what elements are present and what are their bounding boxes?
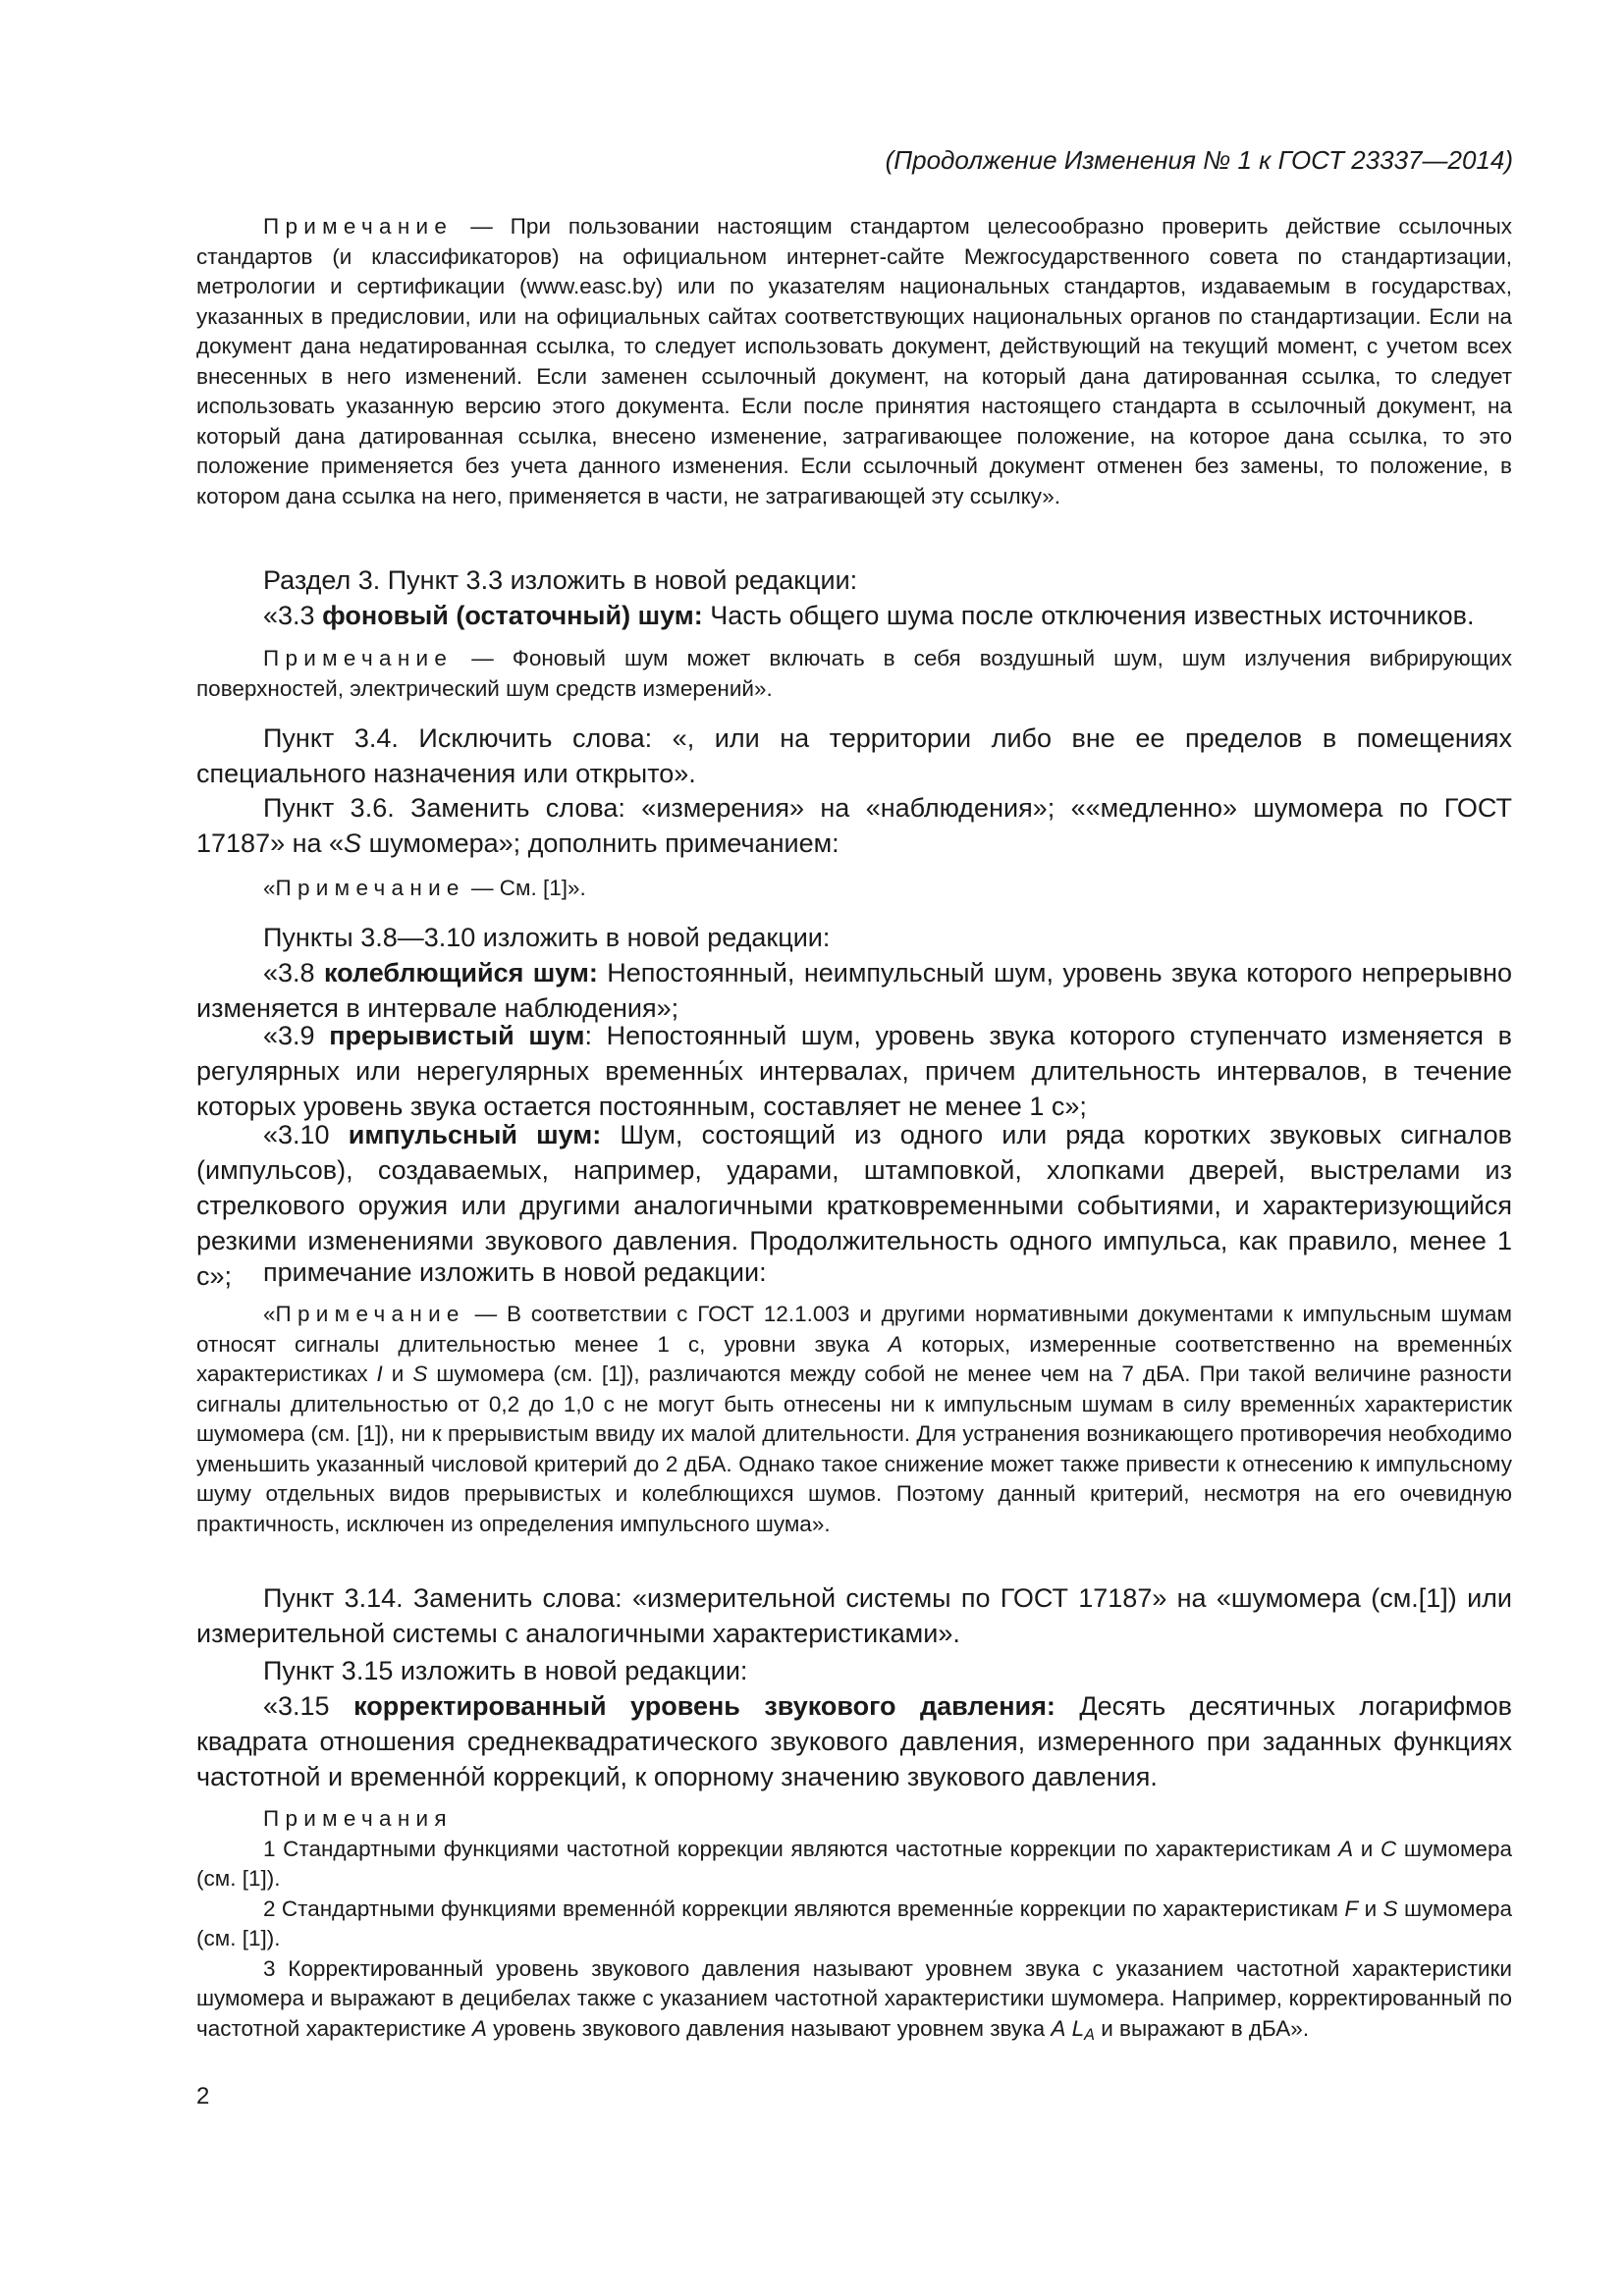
note-3-3 xyxy=(196,644,1512,704)
note-3 xyxy=(196,1954,1512,2051)
definition: : Непостоянный шум, уровень звука которого ступенчато изменяется в регулярных или нерегулярных временны́х интервалах, причем длительность интервалов, в течение которых уровень звука остается постоянным, составляет не менее 1 с»; xyxy=(196,1021,1512,1121)
definition: Десять десятичных логарифмов квадрата отношения среднеквадратического звукового давления, измеренного при заданных функциях частотной и временно́й коррекций, к опорному значению звукового давления. xyxy=(196,1691,1512,1791)
text: и xyxy=(1353,1836,1381,1861)
items-3-8-3-10-intro: Пункты 3.8—3.10 изложить в новой редакции: xyxy=(263,923,831,952)
symbol-c: C xyxy=(1380,1836,1397,1861)
item-3-8 xyxy=(196,955,1512,1026)
symbol-l: L xyxy=(1071,2015,1085,2041)
symbol-s: S xyxy=(1382,1896,1398,1921)
text: шумомера»; дополнить примечанием: xyxy=(361,828,839,858)
text: 3 Корректированный уровень звукового давления называют уровнем звука с указанием частотной характеристики шумомера и выражают в децибелах также с указанием частотной характеристики шумомера. Например, корректированный по частотной характеристике xyxy=(196,1955,1512,2041)
note-text: — См. [1]». xyxy=(464,876,586,900)
note-label: Примечание xyxy=(263,214,454,239)
note-3-6 xyxy=(196,874,1512,904)
symbol-s: S xyxy=(344,828,362,858)
item-3-15 xyxy=(196,1688,1512,1794)
symbol-i: I xyxy=(376,1362,383,1386)
text: — В соответствии с ГОСТ 12.1.003 и другими нормативными документами к импульсным шумам относят сигналы длительностью менее 1 с, уровни звука xyxy=(196,1302,1512,1357)
continuation-header: (Продолжение Изменения № 1 к ГОСТ 23337—2014) xyxy=(885,145,1513,175)
note-text: — При пользовании настоящим стандартом целесообразно проверить действие ссылочных стандартов (и классификаторов) на официальном интернет-сайте Межгосударственного совета по стандартизации, метрологии и сертификации (www.easc.by) или по указателям национальных стандартов, издаваемым в государствах, указанных в предисловии, или на официальных сайтах соответствующих национальных органов по стандартизации. Если на документ дана недатированная ссылка, то следует использовать документ, действующий на текущий момент, с учетом всех внесенных в него изменений. Если заменен ссылочный документ, на который дана датированная ссылка, то следует использовать указанную версию этого документа. Если после принятия настоящего стандарта в ссылочный документ, на который дана датированная ссылка, внесено изменение, затрагивающее положение, на которое дана ссылка, то это положение применяется без учета данного изменения. Если ссылочный документ отменен без замены, то положение, в котором дана ссылка на него, применяется в части, не затрагивающей эту ссылку». xyxy=(196,214,1512,508)
item-3-9 xyxy=(196,1018,1512,1124)
definition: Часть общего шума после отключения известных источников. xyxy=(702,601,1475,630)
text: уровень звукового давления называют уровнем звука xyxy=(486,2015,1052,2041)
symbol-a: A xyxy=(471,2015,487,2041)
notes-heading xyxy=(196,1804,1512,1835)
note-label: Примечание xyxy=(275,1302,465,1326)
note-3-10 xyxy=(196,1300,1512,1539)
subscript-a: A xyxy=(1084,2025,1095,2044)
note-label: Примечание xyxy=(275,876,465,900)
text: и xyxy=(382,1362,413,1386)
note-1 xyxy=(196,1835,1512,1895)
note-2 xyxy=(196,1895,1512,1954)
page-number: 2 xyxy=(196,2083,210,2109)
item-3-15-intro: Пункт 3.15 изложить в новой редакции: xyxy=(263,1656,748,1685)
text: Пункт 3.6. Заменить слова: «измерения» на «наблюдения»; ««медленно» шумомера по ГОСТ 17187» на « xyxy=(196,793,1512,858)
notes-3-15 xyxy=(196,1804,1512,2050)
term: прерывистый шум xyxy=(329,1021,585,1050)
text: и выражают в дБА». xyxy=(1094,2015,1310,2041)
note-label: Примечание xyxy=(263,646,454,670)
symbol-s: S xyxy=(412,1362,428,1386)
text: 1 Стандартными функциями частотной коррекции являются частотные коррекции по характеристикам xyxy=(263,1836,1339,1861)
item-number: «3.9 xyxy=(263,1021,330,1050)
item-number: «3.8 xyxy=(263,958,324,988)
quote: « xyxy=(263,876,276,900)
section3-intro: Раздел 3. Пункт 3.3 изложить в новой редакции: xyxy=(263,565,858,595)
item-number: «3.3 xyxy=(263,601,323,630)
item-number: «3.15 xyxy=(263,1691,354,1721)
term: колеблющийся шум: xyxy=(323,958,598,988)
symbol-a: A xyxy=(888,1331,903,1357)
text: 2 Стандартными функциями временно́й коррекции являются временны́е коррекции по характеристикам xyxy=(263,1896,1345,1921)
definition: Непостоянный, неимпульсный шум, уровень звука которого непрерывно изменяется в интервале наблюдения»; xyxy=(196,958,1513,1023)
term: корректированный уровень звукового давления: xyxy=(353,1691,1056,1721)
text: шумомера (см. [1]). xyxy=(196,1896,1512,1950)
symbol-a: A xyxy=(1338,1836,1354,1861)
symbol-a: A xyxy=(1051,2015,1066,2041)
note-references xyxy=(196,212,1512,511)
term: импульсный шум: xyxy=(348,1120,602,1149)
definition: Шум, состоящий из одного или ряда коротких звуковых сигналов (импульсов), создаваемых, например, ударами, штамповкой, хлопками дверей, выстрелами из стрелкового оружия или другими аналогичными кратковременными событиями, и характеризующийся резкими изменениями звукового давления. Продолжительность одного импульса, как правило, менее 1 с»; xyxy=(196,1120,1512,1291)
item-3-14: Пункт 3.14. Заменить слова: «измерительной системы по ГОСТ 17187» на «шумомера (см.[1]) или измерительной системы с аналогичными характеристиками». xyxy=(196,1583,1512,1648)
text: которых, измеренные соответственно на временны́х характеристиках xyxy=(196,1331,1512,1386)
item-number: «3.10 xyxy=(263,1120,349,1149)
item-3-4: Пункт 3.4. Исключить слова: «, или на территории либо вне ее пределов в помещениях специального назначения или открыто». xyxy=(196,723,1512,788)
note-instruction: примечание изложить в новой редакции: xyxy=(263,1257,767,1287)
notes-heading-text: Примечания xyxy=(263,1806,453,1831)
quote: « xyxy=(263,1302,276,1326)
item-3-3 xyxy=(196,598,1512,633)
note-text: — Фоновый шум может включать в себя воздушный шум, шум излучения вибрирующих поверхностей, электрический шум средств измерений». xyxy=(196,646,1512,701)
item-3-6 xyxy=(196,790,1512,861)
symbol-f: F xyxy=(1344,1896,1359,1921)
text: и xyxy=(1358,1896,1383,1921)
text: шумомера (см. [1]), различаются между собой не менее чем на 7 дБА. При такой величине разности сигналы длительностью от 0,2 до 1,0 с не могут быть отнесены ни к импульсным шумам в силу временны́х характеристик шумомера (см. [1]), ни к прерывистым ввиду их малой длительности. Для устранения возникающего противоречия необходимо уменьшить указанный числовой критерий до 2 дБА. Однако такое снижение может также привести к отнесению к импульсному шуму отдельных видов прерывистых и колеблющихся шумов. Поэтому данный критерий, несмотря на его очевидную практичность, исключен из определения импульсного шума». xyxy=(196,1362,1512,1536)
term: фоновый (остаточный) шум: xyxy=(322,601,703,630)
text: шумомера (см. [1]). xyxy=(196,1836,1512,1891)
